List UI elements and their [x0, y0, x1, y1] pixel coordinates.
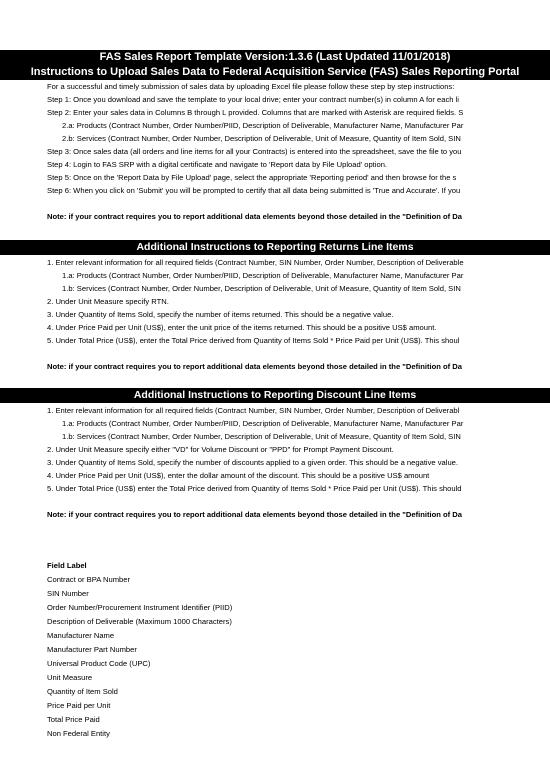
discount-item-1: 1. Enter relevant information for all required fields (Contract Number, SIN Number, Order Number, Description of Deliverabl: [47, 406, 460, 415]
field-label-header: Field Label: [47, 561, 87, 570]
returns-note: Note: if your contract requires you to report additional data elements beyond those detailed in the "Definition of Da: [47, 362, 462, 371]
upload-step-3: Step 3: Once sales data (all orders and line items for all your Contracts) is entered into the spreadsheet, save the file to you: [47, 147, 462, 156]
discount-item-2: 2. Under Unit Measure specify either "VD" for Volume Discount or "PPD" for Prompt Payment Discount.: [47, 445, 394, 454]
returns-item-1a: 1.a: Products (Contract Number, Order Number/PIID, Description of Deliverable, Manufacturer Name, Manufacturer Par: [62, 271, 464, 280]
field-label: Contract or BPA Number: [47, 575, 131, 584]
upload-note: Note: if your contract requires you to report additional data elements beyond those detailed in the "Definition of Da: [47, 212, 462, 221]
returns-item-1: 1. Enter relevant information for all required fields (Contract Number, SIN Number, Order Number, Description of Deliverable: [47, 258, 464, 267]
upload-step-2: Step 2: Enter your sales data in Columns B through L provided. Columns that are marked with Asterisk are required fields. S: [47, 108, 464, 117]
returns-item-1b: 1.b: Services (Contract Number, Order Number, Description of Deliverable, Unit of Measure, Quantity of Item Sold, SIN: [62, 284, 461, 293]
discount-item-5: 5. Under Total Price (US$) enter the Total Price derived from Quantity of Items Sold * Price Paid per Unit (US$). This should: [47, 484, 462, 493]
discount-item-4: 4. Under Price Paid per Unit (US$), enter the dollar amount of the discount. This should be a positive US$ amount: [47, 471, 430, 480]
field-label: Non Federal Entity: [47, 729, 110, 738]
discount-item-1b: 1.b: Services (Contract Number, Order Number, Description of Deliverable, Unit of Measure, Quantity of Item Sold, SIN: [62, 432, 461, 441]
field-label: SIN Number: [47, 589, 89, 598]
field-label: Universal Product Code (UPC): [47, 659, 151, 668]
upload-step-4: Step 4: Login to FAS SRP with a digital certificate and navigate to 'Report data by File Upload' option.: [47, 160, 388, 169]
upload-step-5: Step 5: Once on the 'Report Data by File Upload' page, select the appropriate 'Reporting period' and then browse for the s: [47, 173, 457, 182]
field-label: Quantity of Item Sold: [47, 687, 118, 696]
field-label: Order Number/Procurement Instrument Identifier (PIID): [47, 603, 233, 612]
returns-item-4: 4. Under Price Paid per Unit (US$), enter the unit price of the items returned. This should be a positive US$ amount.: [47, 323, 437, 332]
returns-heading: Additional Instructions to Reporting Returns Line Items: [0, 240, 550, 255]
field-label: Description of Deliverable (Maximum 1000 Characters): [47, 617, 232, 626]
field-label: Total Price Paid: [47, 715, 100, 724]
upload-intro: For a successful and timely submission of sales data by uploading Excel file please follow these step by step instructions:: [47, 82, 455, 91]
discount-item-1a: 1.a: Products (Contract Number, Order Number/PIID, Description of Deliverable, Manufacturer Name, Manufacturer Par: [62, 419, 464, 428]
upload-step-2b: 2.b: Services (Contract Number, Order Number, Description of Deliverable, Unit of Measure, Quantity of Item Sold, SIN: [62, 134, 461, 143]
field-label: Manufacturer Name: [47, 631, 115, 640]
upload-step-1: Step 1: Once you download and save the template to your local drive; enter your contract number(s) in column A for each li: [47, 95, 459, 104]
discount-heading: Additional Instructions to Reporting Discount Line Items: [0, 388, 550, 403]
field-label: Unit Measure: [47, 673, 93, 682]
field-label: Manufacturer Part Number: [47, 645, 137, 654]
discount-item-3: 3. Under Quantity of Items Sold, specify the number of discounts applied to a given order. This should be a negative value.: [47, 458, 459, 467]
returns-item-2: 2. Under Unit Measure specify RTN.: [47, 297, 169, 306]
upload-instructions-heading: Instructions to Upload Sales Data to Federal Acquisition Service (FAS) Sales Reporting Portal: [0, 65, 550, 80]
returns-item-3: 3. Under Quantity of Items Sold, specify the number of items returned. This should be a negative value.: [47, 310, 394, 319]
field-label: Price Paid per Unit: [47, 701, 111, 710]
discount-note: Note: if your contract requires you to report additional data elements beyond those detailed in the "Definition of Da: [47, 510, 462, 519]
upload-step-2a: 2.a: Products (Contract Number, Order Number/PIID, Description of Deliverable, Manufacturer Name, Manufacturer Par: [62, 121, 464, 130]
page-title: FAS Sales Report Template Version:1.3.6 (Last Updated 11/01/2018): [0, 50, 550, 65]
upload-step-6: Step 6: When you click on 'Submit' you will be prompted to certify that all data being submitted is 'True and Accurate'. If you: [47, 186, 461, 195]
returns-item-5: 5. Under Total Price (US$), enter the Total Price derived from Quantity of Items Sold * Price Paid per Unit (US$). This shoul: [47, 336, 460, 345]
